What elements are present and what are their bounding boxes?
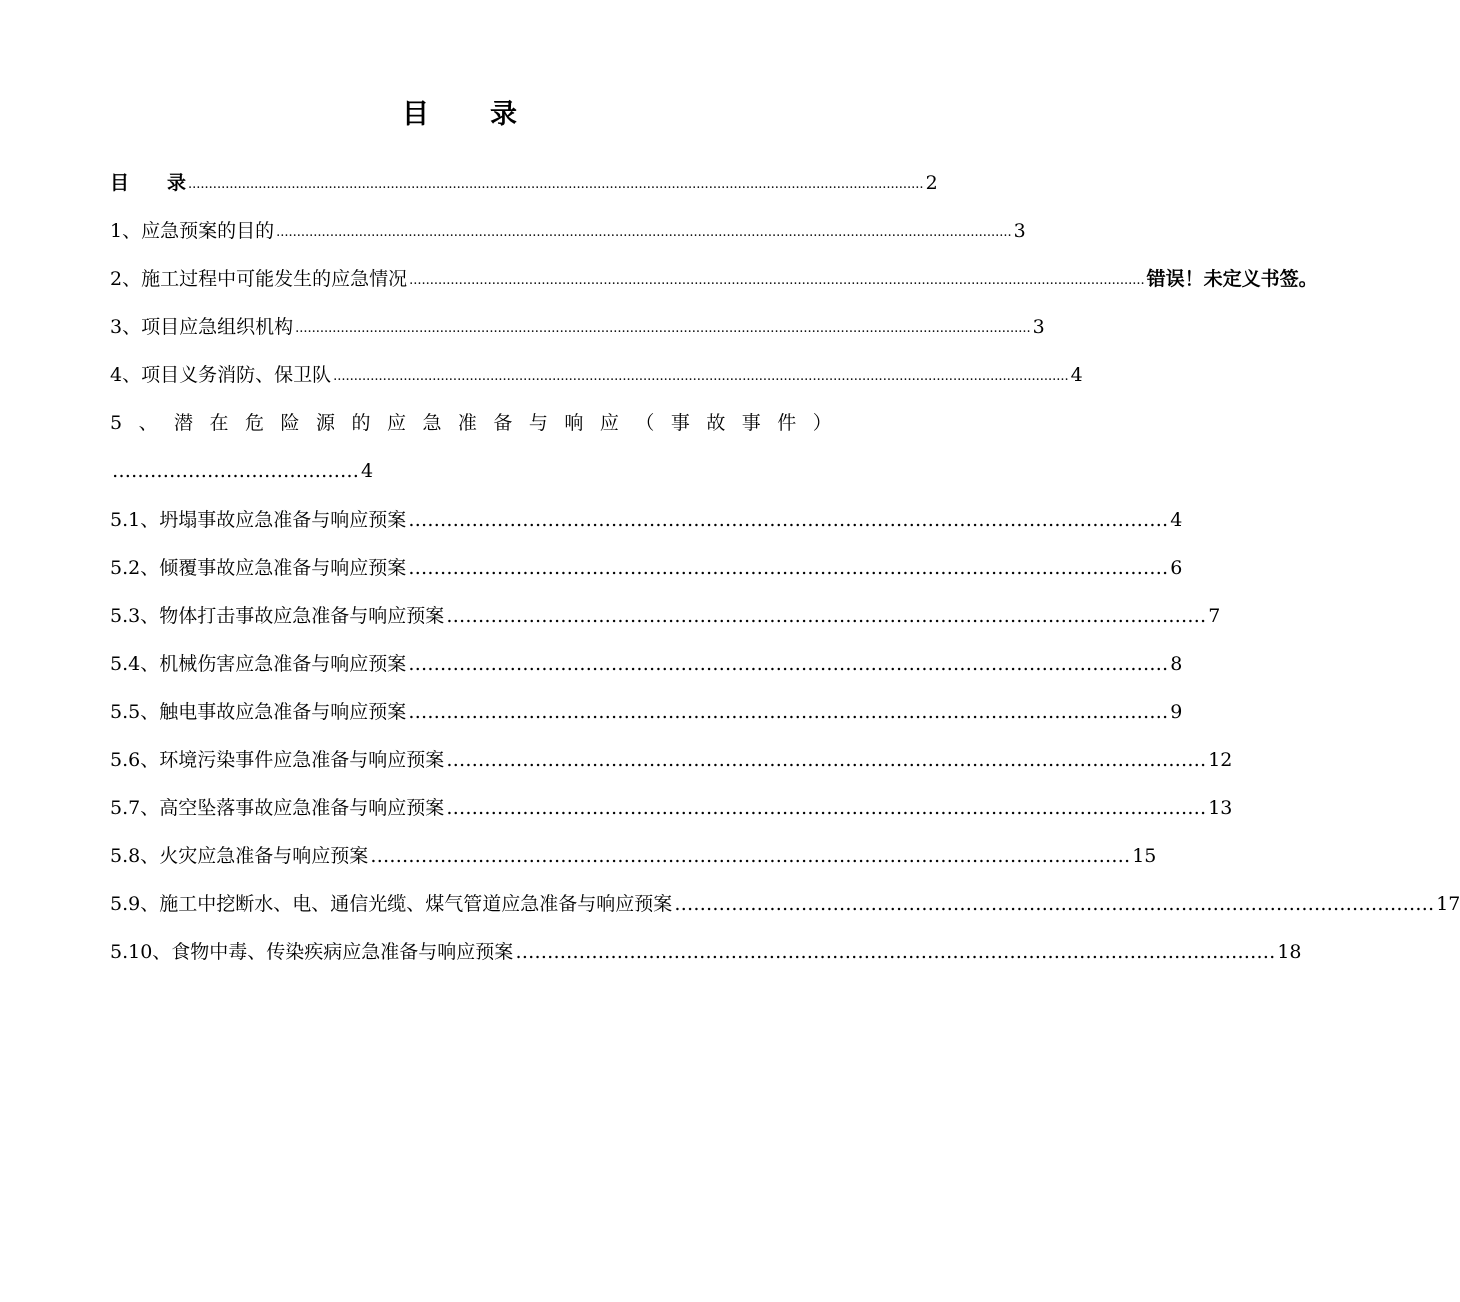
- toc-entry[interactable]: [110, 793, 1233, 823]
- toc-entry[interactable]: [110, 264, 1318, 294]
- dot-leader: …………………………………………………………………………………………………………: [674, 893, 1435, 915]
- dot-leader: …………………………………………………………………………………………………………: [408, 653, 1169, 675]
- toc-entry[interactable]: [110, 841, 1157, 871]
- toc-entry-label: 目 录: [110, 172, 187, 194]
- toc-char: 事: [670, 412, 690, 434]
- toc-page-number: 4: [361, 460, 374, 482]
- dot-leader: …………………………………………………………………………………………………………: [408, 701, 1169, 723]
- toc-error-text: 错误！未定义书签。: [1146, 268, 1318, 290]
- toc-entry-label: 5.5、触电事故应急准备与响应预案: [110, 701, 407, 723]
- toc-page-number: 8: [1170, 653, 1183, 675]
- dot-leader: …………………………………………………………………………………………………………: [446, 749, 1207, 771]
- page-title: [0, 92, 920, 131]
- toc-page-number: 7: [1208, 605, 1221, 627]
- toc-entry[interactable]: [110, 937, 1302, 967]
- toc-page-number: 15: [1132, 845, 1157, 867]
- toc-page-number: 9: [1170, 701, 1183, 723]
- toc-entry[interactable]: [110, 649, 1183, 679]
- toc-char: 危: [245, 412, 265, 434]
- toc-page-number: 2: [925, 172, 938, 194]
- toc-entry-label: 1、应急预案的目的: [110, 220, 275, 242]
- toc-entry[interactable]: [110, 553, 1183, 583]
- toc-char: 事: [741, 412, 761, 434]
- toc-page-number: 12: [1208, 749, 1233, 771]
- toc-entry[interactable]: [110, 697, 1183, 727]
- toc-char: 准: [457, 412, 477, 434]
- toc-entry[interactable]: [110, 601, 1221, 631]
- toc-entry-label: 5.4、机械伤害应急准备与响应预案: [110, 653, 407, 675]
- toc-page-number: 13: [1208, 797, 1233, 819]
- toc-page-number: 3: [1013, 220, 1026, 242]
- toc-entry[interactable]: [110, 168, 938, 198]
- toc-char: 与: [528, 412, 548, 434]
- toc-char: （: [635, 412, 655, 434]
- toc-char: 5: [110, 412, 123, 434]
- toc-char: 应: [386, 412, 406, 434]
- toc-page-number: 3: [1032, 316, 1045, 338]
- dot-leader: ..................................................................................................................................................................................: [333, 369, 1069, 384]
- toc-entry-label: 5.8、火灾应急准备与响应预案: [110, 845, 369, 867]
- toc-entry[interactable]: [110, 312, 1045, 342]
- toc-entry-label: 2、施工过程中可能发生的应急情况: [110, 268, 408, 290]
- toc-entry-label: 5.9、施工中挖断水、电、通信光缆、煤气管道应急准备与响应预案: [110, 893, 673, 915]
- toc-entry[interactable]: [110, 216, 1026, 246]
- toc-page-number: 6: [1170, 557, 1183, 579]
- toc-char: 的: [351, 412, 371, 434]
- toc-entry[interactable]: [110, 505, 1183, 535]
- toc-page-number: 4: [1070, 364, 1083, 386]
- dot-leader: ..................................................................................................................................................................................: [295, 321, 1031, 336]
- toc-char: 急: [422, 412, 442, 434]
- dot-leader: …………………………………: [112, 460, 359, 482]
- dot-leader: ..................................................................................................................................................................................: [276, 225, 1012, 240]
- dot-leader: …………………………………………………………………………………………………………: [408, 509, 1169, 531]
- toc-entry[interactable]: [110, 360, 1083, 390]
- toc-char: 险: [280, 412, 300, 434]
- toc-char: ）: [812, 412, 832, 434]
- dot-leader: …………………………………………………………………………………………………………: [515, 941, 1276, 963]
- dot-leader: ..................................................................................................................................................................................: [409, 273, 1145, 288]
- toc-char: 故: [706, 412, 726, 434]
- toc-entry-label: 5.7、高空坠落事故应急准备与响应预案: [110, 797, 445, 819]
- toc-entry[interactable]: [110, 889, 1460, 919]
- toc-char: 潜: [174, 412, 194, 434]
- toc-entry-label: 5.6、环境污染事件应急准备与响应预案: [110, 749, 445, 771]
- toc-entry-label: 4、项目义务消防、保卫队: [110, 364, 332, 386]
- toc-page-number: 18: [1277, 941, 1302, 963]
- title-char-2: 录: [490, 99, 518, 130]
- toc-page-number: 4: [1170, 509, 1183, 531]
- dot-leader: …………………………………………………………………………………………………………: [408, 557, 1169, 579]
- toc-entry-justified-line[interactable]: [110, 408, 832, 438]
- dot-leader: …………………………………………………………………………………………………………: [446, 797, 1207, 819]
- toc-char: 在: [209, 412, 229, 434]
- dot-leader: ..................................................................................................................................................................................: [188, 177, 924, 192]
- title-char-1: 目: [402, 99, 430, 130]
- toc-entry-label: 5.2、倾覆事故应急准备与响应预案: [110, 557, 407, 579]
- toc-char: 备: [493, 412, 513, 434]
- toc-entry-label: 3、项目应急组织机构: [110, 316, 294, 338]
- toc-entry-continuation[interactable]: [110, 456, 832, 486]
- toc-entry-label: 5.3、物体打击事故应急准备与响应预案: [110, 605, 445, 627]
- toc-char: 件: [777, 412, 797, 434]
- toc-char: 响: [564, 412, 584, 434]
- toc-page-number: 17: [1436, 893, 1460, 915]
- toc-char: 源: [315, 412, 335, 434]
- toc-entry[interactable]: [110, 745, 1233, 775]
- toc-entry-label: 5.1、坍塌事故应急准备与响应预案: [110, 509, 407, 531]
- dot-leader: …………………………………………………………………………………………………………: [446, 605, 1207, 627]
- toc-entry-label: 5.10、食物中毒、传染疾病应急准备与响应预案: [110, 941, 514, 963]
- toc-char: 应: [599, 412, 619, 434]
- toc-char: 、: [138, 412, 158, 434]
- dot-leader: …………………………………………………………………………………………………………: [370, 845, 1131, 867]
